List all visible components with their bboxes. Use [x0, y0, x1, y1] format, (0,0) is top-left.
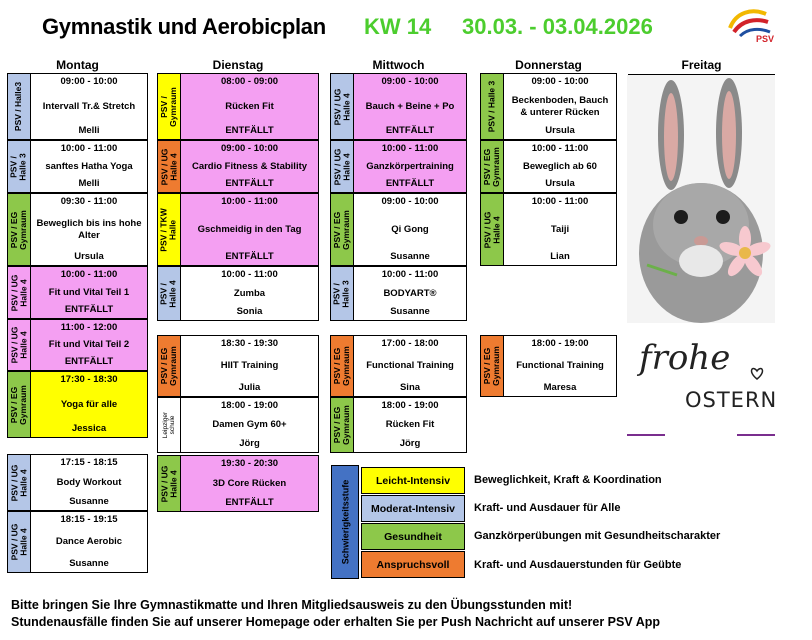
- dienstag-class-4: [157, 266, 319, 321]
- difficulty-legend: [331, 465, 465, 579]
- class-details: [181, 267, 318, 320]
- class-time: 10:00 - 11:00: [221, 269, 278, 280]
- montag-class-4: [7, 266, 148, 319]
- donnerstag-class-3: [480, 193, 617, 266]
- dienstag-class-3: [157, 193, 319, 266]
- class-title: sanftes Hatha Yoga: [45, 160, 133, 172]
- location-tag: PSV / UG Halle 4: [331, 141, 354, 192]
- class-time: 10:00 - 11:00: [381, 143, 439, 154]
- montag-class-5: [7, 319, 148, 371]
- location-tag: PSV / Halle 3: [331, 267, 354, 320]
- class-time: 09:00 - 10:00: [60, 76, 118, 87]
- location-tag: PSV / EG Gymraum: [331, 194, 354, 265]
- logo-text: PSV: [756, 34, 775, 44]
- location-tag: PSV / Halle 3: [481, 74, 504, 139]
- dienstag-class-6: [157, 397, 319, 453]
- class-title: Zumba: [233, 287, 266, 299]
- class-title: Body Workout: [56, 476, 122, 488]
- psv-logo: [722, 6, 780, 46]
- class-trainer: Sina: [399, 382, 421, 393]
- footer-note-app: Stundenausfälle finden Sie auf unserer Homepage oder erhalten Sie per Push Nachricht auf unserer PSV App: [11, 615, 660, 629]
- class-time: 09:00 - 10:00: [381, 76, 439, 87]
- mittwoch-class-6: [330, 397, 467, 453]
- location-tag: PSV / UG Halle 4: [8, 455, 31, 510]
- class-details: [181, 456, 318, 511]
- montag-class-7: [7, 454, 148, 511]
- legend-desc-gesundheit: Ganzkörperübungen mit Gesundheitscharakter: [474, 530, 721, 542]
- class-details: [504, 74, 616, 139]
- class-status: ENTFÄLLT: [225, 497, 274, 508]
- class-title: 3D Core Rücken: [212, 477, 287, 489]
- mittwoch-class-2: [330, 140, 467, 193]
- class-time: 17:15 - 18:15: [60, 457, 118, 468]
- class-title: Beweglich ab 60: [523, 160, 597, 172]
- class-title: Beweglich bis ins hohe Alter: [36, 217, 142, 241]
- class-trainer: Jessica: [71, 423, 107, 434]
- legend-level-gesundheit: Gesundheit: [361, 523, 465, 550]
- class-details: [31, 320, 147, 370]
- mittwoch-class-3: [330, 193, 467, 266]
- mittwoch-class-5: [330, 335, 467, 397]
- location-tag: PSV / EG Gymraum: [8, 194, 31, 265]
- class-time: 18:30 - 19:30: [220, 338, 279, 349]
- class-status: ENTFÄLLT: [64, 356, 114, 367]
- day-header-dienstag: Dienstag: [157, 58, 319, 75]
- location-tag: PSV / EG Gymraum: [331, 398, 354, 452]
- location-tag: PSV / UG Halle 4: [158, 456, 181, 511]
- class-status: ENTFÄLLT: [225, 178, 274, 189]
- day-header-montag: Montag: [7, 58, 148, 75]
- class-details: [31, 455, 147, 510]
- class-details: [31, 194, 147, 265]
- class-trainer: Susanne: [390, 306, 430, 317]
- class-time: 10:00 - 11:00: [60, 269, 118, 280]
- location-tag: PSV / EG Gymraum: [481, 141, 504, 192]
- montag-class-6: [7, 371, 148, 438]
- montag-class-3: [7, 193, 148, 266]
- location-tag: PSV / Halle 4: [158, 267, 181, 320]
- class-trainer: Susanne: [69, 496, 109, 507]
- class-title: Damen Gym 60+: [212, 419, 287, 430]
- class-details: [354, 194, 466, 265]
- dienstag-class-7: [157, 455, 319, 512]
- class-time: 18:00 - 19:00: [220, 400, 279, 411]
- page-title: Gymnastik und Aerobicplan: [42, 14, 326, 39]
- legend-desc-leicht: Beweglichkeit, Kraft & Koordination: [474, 474, 662, 486]
- class-details: [31, 74, 147, 139]
- class-trainer: Jörg: [239, 438, 260, 449]
- class-title: Cardio Fitness & Stability: [191, 160, 308, 172]
- class-trainer: Melli: [78, 125, 100, 136]
- class-time: 10:00 - 11:00: [531, 196, 589, 207]
- dienstag-class-5: [157, 335, 319, 397]
- location-tag: PSV / EG Gymraum: [8, 372, 31, 437]
- class-title: Intervall Tr.& Stretch: [42, 100, 136, 112]
- dienstag-class-2: [157, 140, 319, 193]
- class-title: Ganzkörpertraining: [366, 160, 454, 172]
- class-time: 11:00 - 12:00: [60, 322, 118, 333]
- location-tag: Leipziger schule: [158, 398, 181, 452]
- class-details: [354, 336, 466, 396]
- class-title: Rücken Fit: [385, 419, 435, 430]
- location-tag: PSV / UG Halle 4: [8, 512, 31, 572]
- class-time: 18:00 - 19:00: [381, 400, 439, 411]
- class-details: [504, 141, 616, 192]
- class-details: [181, 398, 318, 452]
- class-details: [354, 74, 466, 139]
- legend-level-moderat: Moderat-Intensiv: [361, 495, 465, 522]
- class-trainer: Ursula: [545, 125, 575, 136]
- montag-class-2: [7, 140, 148, 193]
- class-time: 10:00 - 11:00: [531, 143, 589, 154]
- montag-class-8: [7, 511, 148, 573]
- class-status: ENTFÄLLT: [225, 125, 274, 136]
- class-time: 08:00 - 09:00: [220, 76, 279, 87]
- class-time: 17:30 - 18:30: [60, 374, 118, 385]
- class-trainer: Susanne: [390, 251, 430, 262]
- location-tag: PSV / EG Gymraum: [481, 336, 504, 396]
- class-time: 09:30 - 11:00: [60, 196, 118, 207]
- class-title: HIIT Training: [220, 360, 279, 371]
- easter-bunny-image: [627, 75, 775, 323]
- location-tag: PSV / UG Halle 4: [8, 267, 31, 318]
- location-tag: PSV / UG Halle 4: [331, 74, 354, 139]
- class-details: [31, 512, 147, 572]
- mittwoch-class-4: [330, 266, 467, 321]
- class-time: 18:00 - 19:00: [531, 338, 589, 349]
- class-title: Dance Aerobic: [55, 536, 123, 547]
- class-trainer: Sonia: [236, 306, 263, 317]
- class-trainer: Julia: [238, 382, 261, 393]
- footer-note-mat: Bitte bringen Sie Ihre Gymnastikmatte und Ihren Mitgliedsausweis zu den Übungsstunden mit!: [11, 598, 573, 612]
- class-status: ENTFÄLLT: [64, 304, 114, 315]
- class-trainer: Ursula: [545, 178, 575, 189]
- class-trainer: Ursula: [74, 251, 104, 262]
- class-trainer: Maresa: [543, 382, 577, 393]
- mittwoch-class-1: [330, 73, 467, 140]
- class-title: Functional Training: [516, 360, 604, 371]
- class-time: 18:15 - 19:15: [60, 514, 118, 525]
- class-trainer: Susanne: [69, 558, 109, 569]
- class-details: [354, 141, 466, 192]
- legend-desc-anspruchsvoll: Kraft- und Ausdauerstunden für Geübte: [474, 559, 682, 571]
- day-header-donnerstag: Donnerstag: [480, 58, 617, 75]
- donnerstag-class-2: [480, 140, 617, 193]
- dienstag-class-1: [157, 73, 319, 140]
- frohe-ostern-greeting: [627, 323, 775, 436]
- class-title: Fit und Vital Teil 1: [48, 286, 130, 298]
- greeting-top: frohe: [639, 338, 731, 378]
- class-trainer: Melli: [78, 178, 100, 189]
- legend-level-leicht: Leicht-Intensiv: [361, 467, 465, 494]
- class-title: Functional Training: [366, 360, 454, 371]
- location-tag: PSV / UG Halle 4: [481, 194, 504, 265]
- class-details: [181, 141, 318, 192]
- class-trainer: Lian: [550, 251, 570, 262]
- legend-level-anspruchsvoll: Anspruchsvoll: [361, 551, 465, 578]
- class-title: BODYART®: [383, 287, 437, 299]
- legend-axis-label: Schwierigkeitsstufe: [331, 465, 359, 579]
- class-time: 09:00 - 10:00: [220, 143, 279, 154]
- class-details: [31, 267, 147, 318]
- class-trainer: Jörg: [399, 438, 421, 449]
- class-title: Qi Gong: [391, 223, 429, 235]
- calendar-week: KW 14: [364, 14, 432, 39]
- class-details: [354, 267, 466, 320]
- location-tag: PSV / EG Gymraum: [158, 336, 181, 396]
- location-tag: PSV / UG Halle 4: [8, 320, 31, 370]
- class-title: Gschmeidig in den Tag: [197, 223, 302, 235]
- class-title: Yoga für alle: [60, 398, 118, 410]
- class-details: [181, 74, 318, 139]
- location-tag: PSV / Halle3: [8, 74, 31, 139]
- class-title: Bauch + Beine + Po: [365, 100, 455, 112]
- date-range: 30.03. - 03.04.2026: [462, 14, 653, 39]
- montag-class-1: [7, 73, 148, 140]
- class-details: [31, 372, 147, 437]
- class-status: ENTFÄLLT: [225, 251, 274, 262]
- class-time: 10:00 - 11:00: [221, 196, 278, 207]
- class-title: Rücken Fit: [225, 100, 274, 112]
- class-time: 09:00 - 10:00: [381, 196, 439, 207]
- donnerstag-class-4: [480, 335, 617, 397]
- class-title: Taiji: [550, 223, 570, 235]
- location-tag: PSV / Halle 3: [8, 141, 31, 192]
- greeting-bottom: OSTERN: [685, 388, 775, 412]
- class-details: [354, 398, 466, 452]
- class-time: 10:00 - 11:00: [60, 143, 118, 154]
- class-details: [504, 194, 616, 265]
- class-title: Fit und Vital Teil 2: [48, 339, 130, 350]
- class-title: Beckenboden, Bauch & unterer Rücken: [511, 94, 609, 118]
- class-time: 09:00 - 10:00: [531, 76, 589, 87]
- legend-desc-moderat: Kraft- und Ausdauer für Alle: [474, 502, 621, 514]
- day-header-freitag: Freitag: [628, 58, 775, 75]
- class-details: [504, 336, 616, 396]
- location-tag: PSV / Gymraum: [158, 74, 181, 139]
- class-details: [181, 336, 318, 396]
- class-time: 19:30 - 20:30: [220, 458, 279, 469]
- location-tag: PSV / UG Halle 4: [158, 141, 181, 192]
- donnerstag-class-1: [480, 73, 617, 140]
- class-status: ENTFÄLLT: [385, 178, 435, 189]
- class-details: [181, 194, 318, 265]
- class-time: 17:00 - 18:00: [381, 338, 439, 349]
- day-header-mittwoch: Mittwoch: [330, 58, 467, 75]
- class-status: ENTFÄLLT: [385, 125, 435, 136]
- class-details: [31, 141, 147, 192]
- location-tag: PSV / EG Gymraum: [331, 336, 354, 396]
- class-time: 10:00 - 11:00: [381, 269, 439, 280]
- location-tag: PSV / TKW Halle: [158, 194, 181, 265]
